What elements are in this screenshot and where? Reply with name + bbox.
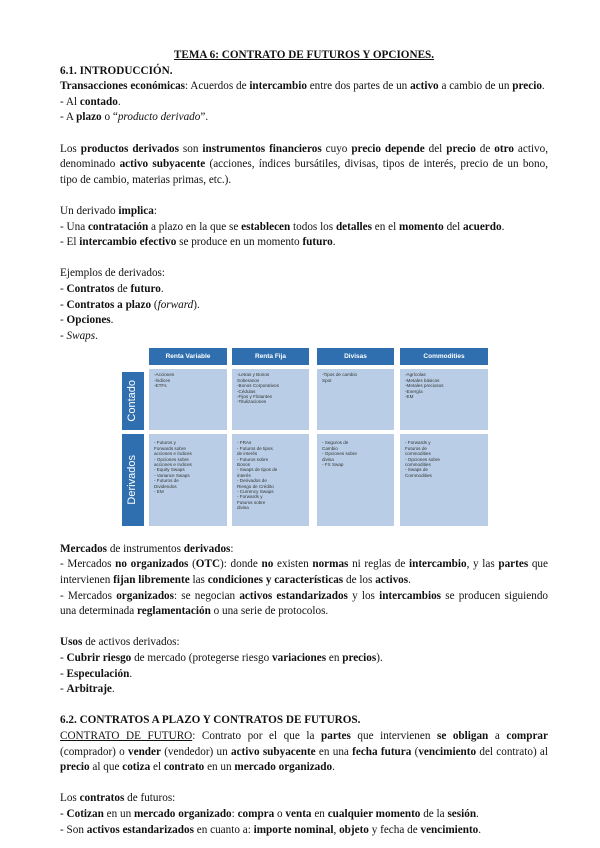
row-label-derivados: Derivados bbox=[122, 434, 144, 526]
list-item: - Contratos de futuro. bbox=[60, 282, 164, 295]
list-item: - Al contado. bbox=[60, 95, 121, 108]
paragraph-contratos-futuros: Los contratos de futuros: bbox=[60, 792, 176, 805]
table-cell: -Letras y Bonos Soberanos -Bonos Corporativos -Cédulas -Fijos y Flotantes -Titulizaciones bbox=[232, 369, 309, 430]
table-cell: - Forwards y Futuros de commodities - Opciones sobre commodities - Swaps de Commodities bbox=[400, 434, 488, 526]
list-item: - Cubrir riesgo de mercado (protegerse riesgo variaciones en precios). bbox=[60, 652, 383, 665]
list-item: - Son activos estandarizados en cuanto a: importe nominal, objeto y fecha de vencimiento. bbox=[60, 823, 482, 836]
list-item: - Especulación. bbox=[60, 667, 133, 680]
table-cell: -Acciones -Índices -ETFs bbox=[149, 369, 227, 430]
table-cell: -Tipos de cambio Spot bbox=[317, 369, 394, 430]
paragraph-contrato-futuro: CONTRATO DE FUTURO: Contrato por el que la partes que intervienen se obligan a comprar (comprador) o vender (vendedor) un activo subyacente en una fecha futura (vencimiento del contrato) al precio al que cotiza el contrato en un mercado organizado. bbox=[60, 730, 548, 774]
list-item: - El intercambio efectivo se produce en un momento futuro. bbox=[60, 236, 336, 249]
paragraph-usos: Usos de activos derivados: bbox=[60, 636, 180, 649]
table-cell: - Futuros y Forwards sobre acciones e índices - Opciones sobre acciones e índices - Equity Swaps - Variance Swaps - Futuros de Dividendos - EM bbox=[149, 434, 227, 526]
list-item: - Una contratación a plazo en la que se establecen todos los detalles en el momento del acuerdo. bbox=[60, 220, 505, 233]
section-heading-intro: 6.1. INTRODUCCIÓN. bbox=[60, 64, 173, 77]
column-header: Renta Variable bbox=[149, 348, 227, 365]
paragraph-transacciones: Transacciones económicas: Acuerdos de intercambio entre dos partes de un activo a cambio de un precio. bbox=[60, 80, 545, 93]
row-label-contado: Contado bbox=[122, 372, 144, 430]
paragraph-implica: Un derivado implica: bbox=[60, 204, 157, 217]
column-header: Commodities bbox=[400, 348, 488, 365]
paragraph-mercados: Mercados de instrumentos derivados: bbox=[60, 542, 234, 555]
derivatives-table-figure bbox=[122, 348, 492, 526]
table-cell: -Agrícolas -Metales básicos -Metales preciosos -Energía -EM bbox=[400, 369, 488, 430]
paragraph-derivados: Los productos derivados son instrumentos financieros cuyo precio depende del precio de otro activo, denominado activo subyacente (acciones, índices bursátiles, divisas, tipos de interés, precio de un bono, tipo de cambio, materias primas, etc.). bbox=[60, 142, 549, 186]
list-item: - Opciones. bbox=[60, 314, 114, 327]
table-cell: - Seguros de Cambio - Opciones sobre divisa - FX Swap bbox=[317, 434, 394, 526]
column-header: Renta Fija bbox=[232, 348, 309, 365]
list-item: - Cotizan en un mercado organizado: compra o venta en cualquier momento de la sesión. bbox=[60, 807, 479, 820]
page-title: TEMA 6: CONTRATO DE FUTUROS Y OPCIONES. bbox=[173, 49, 435, 61]
list-item: - Mercados organizados: se negocian activos estandarizados y los intercambios se producen siguiendo una determinada reglamentación o una serie de protocolos. bbox=[60, 589, 549, 618]
list-item: - A plazo o “producto derivado”. bbox=[60, 111, 209, 124]
list-item: - Contratos a plazo (forward). bbox=[60, 298, 200, 311]
list-item: - Swaps. bbox=[60, 329, 98, 342]
list-item: - Arbitraje. bbox=[60, 683, 115, 696]
list-item: - Mercados no organizados (OTC): donde no existen normas ni reglas de intercambio, y las partes que intervienen fijan libremente las condiciones y características de los activos. bbox=[60, 558, 548, 587]
table-cell: - FRAs - Futuros de tipos de interés - Futuros sobre Bonos - Swaps de tipos de interés - Derivados de Riesgo de Crédito - Currency Swaps - Forwards y Futuros sobre divisa bbox=[232, 434, 309, 526]
section-heading-contratos: 6.2. CONTRATOS A PLAZO Y CONTRATOS DE FUTUROS. bbox=[60, 714, 361, 727]
column-header: Divisas bbox=[317, 348, 394, 365]
paragraph-ejemplos: Ejemplos de derivados: bbox=[60, 267, 166, 280]
document-page bbox=[60, 48, 548, 838]
